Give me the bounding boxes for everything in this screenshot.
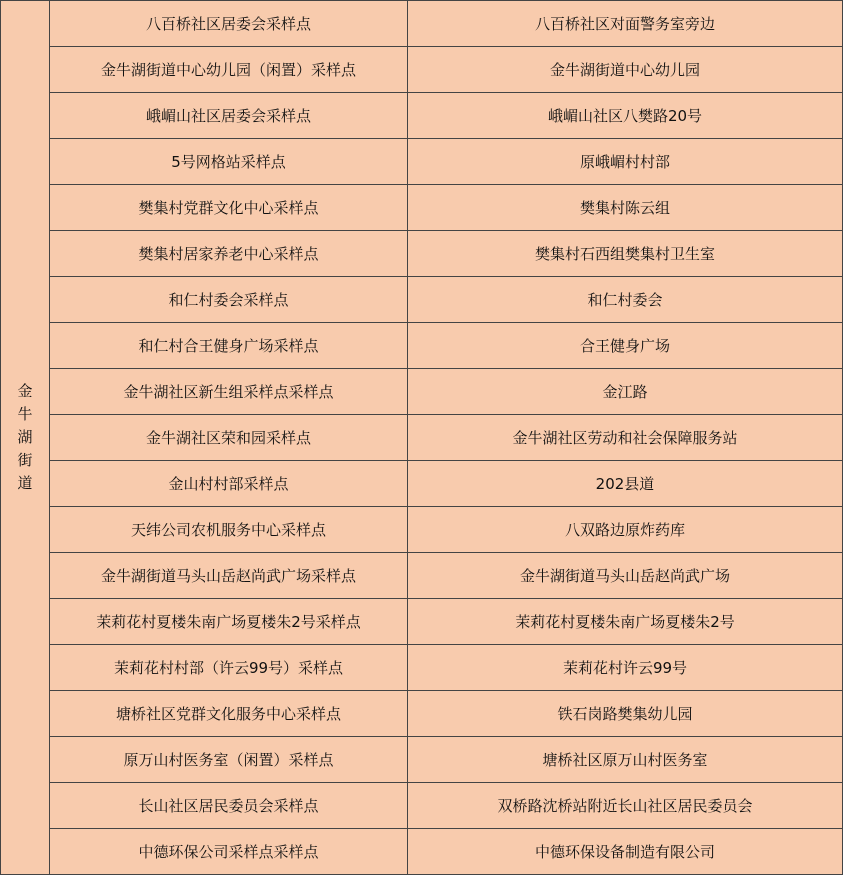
site-address-cell: 茉莉花村许云99号 [408, 645, 843, 691]
table-row [1, 645, 843, 691]
table-row [1, 323, 843, 369]
site-name-cell: 金牛湖街道马头山岳赵尚武广场采样点 [50, 553, 408, 599]
site-address-cell: 金牛湖社区劳动和社会保障服务站 [408, 415, 843, 461]
site-name-cell: 塘桥社区党群文化服务中心采样点 [50, 691, 408, 737]
table-row [1, 737, 843, 783]
table-row [1, 139, 843, 185]
table-body [1, 1, 843, 875]
site-name-cell: 原万山村医务室（闲置）采样点 [50, 737, 408, 783]
site-name-cell: 中德环保公司采样点采样点 [50, 829, 408, 875]
site-address-cell: 塘桥社区原万山村医务室 [408, 737, 843, 783]
site-address-cell: 和仁村委会 [408, 277, 843, 323]
table-row [1, 829, 843, 875]
site-name-cell: 樊集村党群文化中心采样点 [50, 185, 408, 231]
site-name-cell: 金牛湖社区新生组采样点采样点 [50, 369, 408, 415]
street-name-char: 牛 [17, 405, 33, 423]
table-row [1, 461, 843, 507]
table-row [1, 369, 843, 415]
street-name-char: 湖 [17, 428, 33, 446]
site-address-cell: 金牛湖街道马头山岳赵尚武广场 [408, 553, 843, 599]
site-name-cell: 峨嵋山社区居委会采样点 [50, 93, 408, 139]
site-address-cell: 樊集村陈云组 [408, 185, 843, 231]
site-name-cell: 天纬公司农机服务中心采样点 [50, 507, 408, 553]
site-address-cell: 双桥路沈桥站附近长山社区居民委员会 [408, 783, 843, 829]
site-address-cell: 中德环保设备制造有限公司 [408, 829, 843, 875]
site-name-cell: 八百桥社区居委会采样点 [50, 1, 408, 47]
site-address-cell: 茉莉花村夏楼朱南广场夏楼朱2号 [408, 599, 843, 645]
site-address-cell: 八百桥社区对面警务室旁边 [408, 1, 843, 47]
table-row [1, 231, 843, 277]
site-name-cell: 金山村村部采样点 [50, 461, 408, 507]
site-name-cell: 金牛湖社区荣和园采样点 [50, 415, 408, 461]
site-name-cell: 长山社区居民委员会采样点 [50, 783, 408, 829]
table-row [1, 599, 843, 645]
site-address-cell: 樊集村石西组樊集村卫生室 [408, 231, 843, 277]
site-name-cell: 和仁村委会采样点 [50, 277, 408, 323]
site-address-cell: 八双路边原炸药库 [408, 507, 843, 553]
site-address-cell: 金牛湖街道中心幼儿园 [408, 47, 843, 93]
site-address-cell: 合王健身广场 [408, 323, 843, 369]
site-address-cell: 金江路 [408, 369, 843, 415]
table-row [1, 277, 843, 323]
table-row [1, 507, 843, 553]
table-row [1, 47, 843, 93]
site-address-cell: 原峨嵋村村部 [408, 139, 843, 185]
street-name-char: 道 [17, 474, 33, 492]
site-address-cell: 202县道 [408, 461, 843, 507]
site-name-cell: 茉莉花村村部（许云99号）采样点 [50, 645, 408, 691]
table-row [1, 93, 843, 139]
table-row [1, 553, 843, 599]
street-name-cell [1, 1, 50, 875]
site-name-cell: 5号网格站采样点 [50, 139, 408, 185]
site-name-cell: 和仁村合王健身广场采样点 [50, 323, 408, 369]
table-row [1, 1, 843, 47]
site-address-cell: 铁石岗路樊集幼儿园 [408, 691, 843, 737]
table-row [1, 415, 843, 461]
table-row [1, 783, 843, 829]
site-name-cell: 茉莉花村夏楼朱南广场夏楼朱2号采样点 [50, 599, 408, 645]
site-name-cell: 金牛湖街道中心幼儿园（闲置）采样点 [50, 47, 408, 93]
table-row [1, 185, 843, 231]
site-name-cell: 樊集村居家养老中心采样点 [50, 231, 408, 277]
street-name-char: 街 [17, 451, 33, 469]
table-row [1, 691, 843, 737]
site-address-cell: 峨嵋山社区八樊路20号 [408, 93, 843, 139]
street-name-char: 金 [17, 382, 33, 400]
